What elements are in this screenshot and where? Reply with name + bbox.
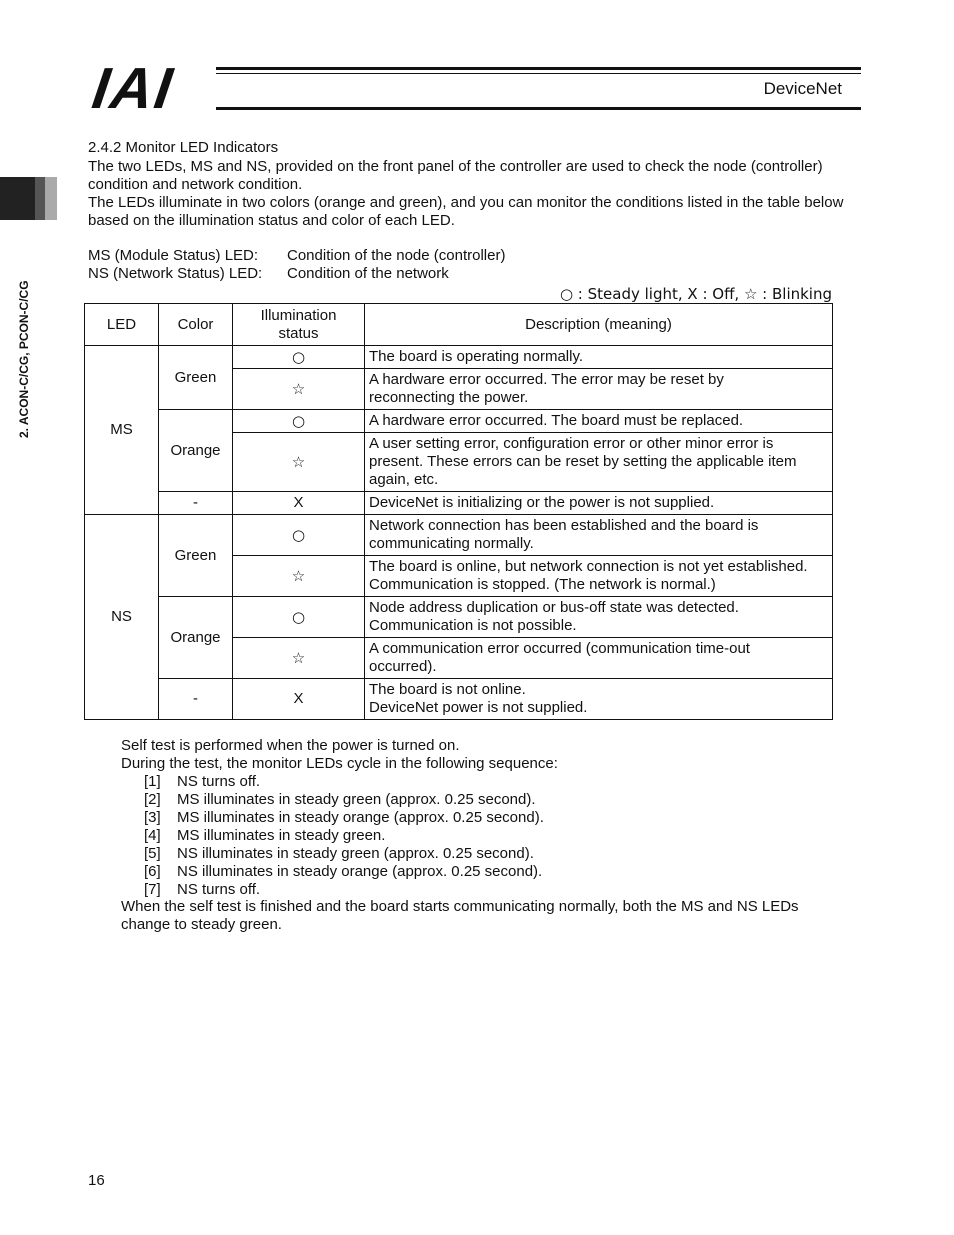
definition-ns [88,265,449,283]
status-steady-icon: ○ [233,346,365,369]
section-title: DeviceNet [763,79,842,98]
color-orange: Orange [159,597,233,679]
led-status-table [84,303,833,720]
desc-line: Node address duplication or bus-off state was detected. [369,599,739,616]
selftest-closing-2: change to steady green. [121,916,282,933]
desc-line: The board is online, but network connection is not yet established. [369,558,808,575]
desc-line: present. These errors can be reset by setting the applicable item [369,453,797,470]
row-description: The board is operating normally. [365,346,833,369]
step-text: NS turns off. [177,773,261,790]
step-number: [6] [144,863,161,880]
chapter-side-label: 2. ACON-C/CG, PCON-C/CG [17,280,31,438]
status-blinking-icon: ☆ [233,638,365,679]
row-description: DeviceNet is initializing or the power is not supplied. [365,492,833,515]
desc-line: Communication is not possible. [369,617,577,634]
step-number: [4] [144,827,161,844]
definition-term: MS (Module Status) LED: [88,247,259,264]
row-description [365,556,833,597]
desc-line: DeviceNet power is not supplied. [369,699,588,716]
list-item [144,881,260,899]
color-none: - [159,679,233,720]
row-description [365,515,833,556]
color-green: Green [159,346,233,410]
status-steady-icon: ○ [233,515,365,556]
definition-ms [88,247,506,265]
desc-line: occurred). [369,658,437,675]
color-none: - [159,492,233,515]
desc-line: A user setting error, configuration error or other minor error is [369,435,774,452]
desc-line: reconnecting the power. [369,389,529,406]
table-row [85,492,833,515]
row-description [365,433,833,492]
status-blinking-icon: ☆ [233,556,365,597]
definition-meaning: Condition of the network [287,265,449,282]
intro-line-2: condition and network condition. [88,176,303,193]
header-status-line1: Illumination [260,306,337,324]
header-rule-thin [216,73,861,74]
row-description [365,679,833,720]
desc-line: Communication is stopped. (The network is normal.) [369,576,716,593]
chapter-tab-light [45,177,57,220]
color-green: Green [159,515,233,597]
status-blinking-icon: ☆ [233,433,365,492]
symbol-legend: ○ : Steady light, X : Off, ☆ : Blinking [559,285,832,303]
row-description [365,638,833,679]
selftest-closing-1: When the self test is finished and the board starts communicating normally, both the MS and NS LEDs [121,898,799,915]
header-status-line2: status [278,324,319,342]
table-header-row [85,304,833,346]
chapter-tab-dark [0,177,35,220]
intro-line-4: based on the illumination status and color of each LED. [88,212,455,229]
color-orange: Orange [159,410,233,492]
led-name-ns: NS [85,515,159,720]
list-item [144,863,542,881]
list-item [144,773,260,791]
header-description: Description (meaning) [365,304,833,346]
desc-line: Network connection has been established and the board is [369,517,759,534]
table-row [85,346,833,369]
desc-line: The board is not online. [369,681,526,698]
header-led: LED [85,304,159,346]
header-color: Color [159,304,233,346]
table-row [85,679,833,720]
selftest-line-2: During the test, the monitor LEDs cycle in the following sequence: [121,755,558,772]
desc-line: A communication error occurred (communication time-out [369,640,750,657]
list-item [144,791,536,809]
step-text: MS illuminates in steady green (approx. 0.25 second). [177,791,536,808]
step-number: [5] [144,845,161,862]
chapter-tab-mid [35,177,45,220]
iai-logo: IAI [88,56,178,121]
table-row [85,410,833,433]
step-number: [1] [144,773,161,790]
intro-line-1: The two LEDs, MS and NS, provided on the front panel of the controller are used to check the node (controller) [88,158,823,175]
intro-line-3: The LEDs illuminate in two colors (orange and green), and you can monitor the conditions listed in the table below [88,194,844,211]
table-row [85,597,833,638]
list-item [144,809,544,827]
step-number: [7] [144,881,161,898]
step-text: MS illuminates in steady orange (approx. 0.25 second). [177,809,544,826]
step-text: NS illuminates in steady green (approx. 0.25 second). [177,845,534,862]
step-text: MS illuminates in steady green. [177,827,386,844]
desc-line: A hardware error occurred. The error may be reset by [369,371,724,388]
status-blinking-icon: ☆ [233,369,365,410]
header-rule-top [216,67,861,70]
header-status [233,304,365,346]
row-description [365,369,833,410]
status-off-icon: X [233,679,365,720]
section-heading: 2.4.2 Monitor LED Indicators [88,139,279,156]
step-text: NS illuminates in steady orange (approx. 0.25 second). [177,863,543,880]
step-number: [2] [144,791,161,808]
step-text: NS turns off. [177,881,261,898]
page-number: 16 [88,1172,105,1189]
list-item [144,827,385,845]
status-steady-icon: ○ [233,410,365,433]
row-description: A hardware error occurred. The board must be replaced. [365,410,833,433]
step-number: [3] [144,809,161,826]
led-name-ms: MS [85,346,159,515]
row-description [365,597,833,638]
status-off-icon: X [233,492,365,515]
selftest-line-1: Self test is performed when the power is turned on. [121,737,460,754]
desc-line: again, etc. [369,471,439,488]
definition-term: NS (Network Status) LED: [88,265,263,282]
header-rule-bottom [216,107,861,110]
definition-meaning: Condition of the node (controller) [287,247,506,264]
table-row [85,515,833,556]
list-item [144,845,534,863]
desc-line: communicating normally. [369,535,534,552]
status-steady-icon: ○ [233,597,365,638]
